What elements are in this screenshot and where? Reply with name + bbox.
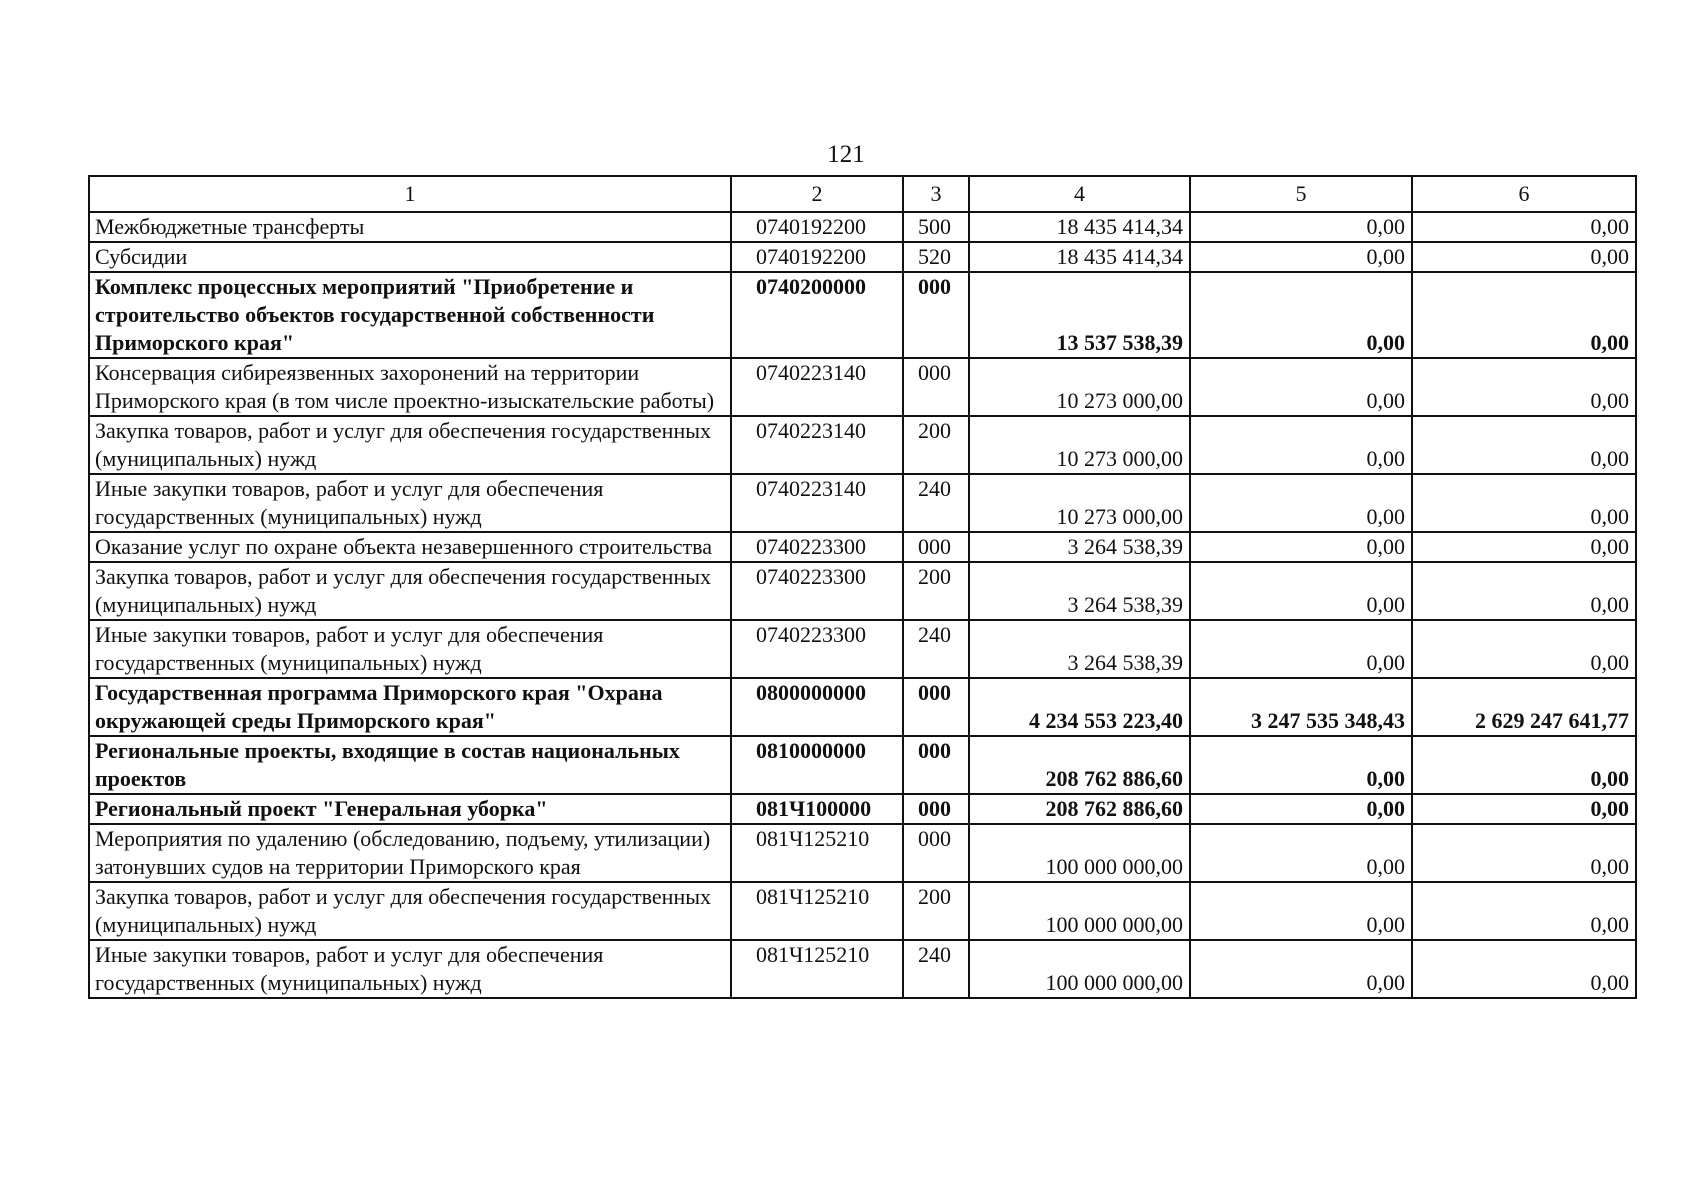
row-name-cell: Межбюджетные трансферты — [89, 212, 731, 242]
row-amount-col6: 0,00 — [1412, 212, 1636, 242]
row-amount-col6: 0,00 — [1412, 532, 1636, 562]
table-row — [89, 562, 1636, 620]
row-amount-col6: 0,00 — [1412, 416, 1636, 474]
column-header-6: 6 — [1412, 176, 1636, 212]
row-code-cell: 0740192200 — [731, 242, 903, 272]
row-kind-cell: 500 — [903, 212, 969, 242]
row-amount-col5: 0,00 — [1190, 272, 1412, 358]
row-name-cell: Государственная программа Приморского края "Охрана окружающей среды Приморского края" — [89, 678, 731, 736]
row-amount-col4: 3 264 538,39 — [969, 562, 1190, 620]
row-amount-col5: 0,00 — [1190, 824, 1412, 882]
row-amount-col6: 0,00 — [1412, 358, 1636, 416]
row-amount-col6: 2 629 247 641,77 — [1412, 678, 1636, 736]
page-number: 121 — [827, 141, 865, 168]
row-name-cell: Оказание услуг по охране объекта незавершенного строительства — [89, 532, 731, 562]
column-header-5: 5 — [1190, 176, 1412, 212]
row-name-cell: Иные закупки товаров, работ и услуг для обеспечения государственных (муниципальных) нужд — [89, 620, 731, 678]
row-name-cell: Иные закупки товаров, работ и услуг для обеспечения государственных (муниципальных) нужд — [89, 474, 731, 532]
row-amount-col5: 0,00 — [1190, 532, 1412, 562]
row-kind-cell: 000 — [903, 678, 969, 736]
row-kind-cell: 000 — [903, 824, 969, 882]
table-row — [89, 416, 1636, 474]
table-row — [89, 532, 1636, 562]
row-amount-col6: 0,00 — [1412, 794, 1636, 824]
table-row — [89, 678, 1636, 736]
row-amount-col4: 18 435 414,34 — [969, 212, 1190, 242]
row-kind-cell: 240 — [903, 474, 969, 532]
table-row — [89, 272, 1636, 358]
row-code-cell: 0740223140 — [731, 358, 903, 416]
row-kind-cell: 000 — [903, 272, 969, 358]
row-amount-col5: 0,00 — [1190, 416, 1412, 474]
row-amount-col4: 13 537 538,39 — [969, 272, 1190, 358]
row-amount-col5: 0,00 — [1190, 242, 1412, 272]
row-amount-col6: 0,00 — [1412, 882, 1636, 940]
table-row — [89, 620, 1636, 678]
table-row — [89, 212, 1636, 242]
row-name-cell: Комплекс процессных мероприятий "Приобретение и строительство объектов государственной собственности Приморского края" — [89, 272, 731, 358]
row-name-cell: Закупка товаров, работ и услуг для обеспечения государственных (муниципальных) нужд — [89, 562, 731, 620]
row-kind-cell: 000 — [903, 532, 969, 562]
row-code-cell: 0740192200 — [731, 212, 903, 242]
column-header-1: 1 — [89, 176, 731, 212]
row-amount-col4: 18 435 414,34 — [969, 242, 1190, 272]
row-kind-cell: 200 — [903, 416, 969, 474]
row-amount-col5: 0,00 — [1190, 358, 1412, 416]
table-row — [89, 824, 1636, 882]
row-name-cell: Закупка товаров, работ и услуг для обеспечения государственных (муниципальных) нужд — [89, 416, 731, 474]
row-kind-cell: 240 — [903, 620, 969, 678]
row-code-cell: 0740223300 — [731, 532, 903, 562]
row-amount-col6: 0,00 — [1412, 474, 1636, 532]
table-row — [89, 736, 1636, 794]
row-amount-col5: 0,00 — [1190, 620, 1412, 678]
row-amount-col4: 4 234 553 223,40 — [969, 678, 1190, 736]
row-kind-cell: 200 — [903, 562, 969, 620]
row-name-cell: Иные закупки товаров, работ и услуг для обеспечения государственных (муниципальных) нужд — [89, 940, 731, 998]
row-name-cell: Консервация сибиреязвенных захоронений на территории Приморского края (в том числе проектно-изыскательские работы) — [89, 358, 731, 416]
row-amount-col5: 0,00 — [1190, 562, 1412, 620]
row-kind-cell: 240 — [903, 940, 969, 998]
row-amount-col6: 0,00 — [1412, 272, 1636, 358]
row-amount-col6: 0,00 — [1412, 242, 1636, 272]
row-code-cell: 081Ч125210 — [731, 824, 903, 882]
row-amount-col5: 0,00 — [1190, 794, 1412, 824]
row-amount-col5: 0,00 — [1190, 474, 1412, 532]
row-amount-col4: 10 273 000,00 — [969, 416, 1190, 474]
column-header-3: 3 — [903, 176, 969, 212]
row-amount-col4: 3 264 538,39 — [969, 532, 1190, 562]
row-name-cell: Региональный проект "Генеральная уборка" — [89, 794, 731, 824]
table-header-row — [89, 176, 1636, 212]
row-amount-col4: 100 000 000,00 — [969, 882, 1190, 940]
row-amount-col5: 0,00 — [1190, 940, 1412, 998]
column-header-4: 4 — [969, 176, 1190, 212]
row-amount-col6: 0,00 — [1412, 736, 1636, 794]
row-amount-col4: 3 264 538,39 — [969, 620, 1190, 678]
row-kind-cell: 000 — [903, 358, 969, 416]
row-kind-cell: 000 — [903, 794, 969, 824]
row-code-cell: 0740223300 — [731, 620, 903, 678]
row-amount-col5: 0,00 — [1190, 212, 1412, 242]
row-amount-col5: 0,00 — [1190, 882, 1412, 940]
row-amount-col6: 0,00 — [1412, 940, 1636, 998]
row-code-cell: 081Ч100000 — [731, 794, 903, 824]
row-amount-col6: 0,00 — [1412, 824, 1636, 882]
budget-table-body — [89, 176, 1636, 998]
table-row — [89, 882, 1636, 940]
table-row — [89, 474, 1636, 532]
table-row — [89, 794, 1636, 824]
row-amount-col4: 10 273 000,00 — [969, 474, 1190, 532]
row-amount-col5: 3 247 535 348,43 — [1190, 678, 1412, 736]
row-amount-col4: 100 000 000,00 — [969, 940, 1190, 998]
table-row — [89, 242, 1636, 272]
table-row — [89, 358, 1636, 416]
row-amount-col4: 208 762 886,60 — [969, 736, 1190, 794]
row-code-cell: 0800000000 — [731, 678, 903, 736]
row-name-cell: Региональные проекты, входящие в состав национальных проектов — [89, 736, 731, 794]
row-amount-col4: 10 273 000,00 — [969, 358, 1190, 416]
row-amount-col4: 208 762 886,60 — [969, 794, 1190, 824]
row-amount-col6: 0,00 — [1412, 620, 1636, 678]
row-code-cell: 081Ч125210 — [731, 882, 903, 940]
row-code-cell: 0740223300 — [731, 562, 903, 620]
row-amount-col4: 100 000 000,00 — [969, 824, 1190, 882]
budget-table — [88, 175, 1637, 999]
row-kind-cell: 200 — [903, 882, 969, 940]
table-row — [89, 940, 1636, 998]
row-code-cell: 0810000000 — [731, 736, 903, 794]
row-name-cell: Субсидии — [89, 242, 731, 272]
row-code-cell: 0740223140 — [731, 416, 903, 474]
row-name-cell: Закупка товаров, работ и услуг для обеспечения государственных (муниципальных) нужд — [89, 882, 731, 940]
row-kind-cell: 520 — [903, 242, 969, 272]
row-code-cell: 0740200000 — [731, 272, 903, 358]
row-amount-col5: 0,00 — [1190, 736, 1412, 794]
row-code-cell: 0740223140 — [731, 474, 903, 532]
row-name-cell: Мероприятия по удалению (обследованию, подъему, утилизации) затонувших судов на территории Приморского края — [89, 824, 731, 882]
row-code-cell: 081Ч125210 — [731, 940, 903, 998]
row-amount-col6: 0,00 — [1412, 562, 1636, 620]
row-kind-cell: 000 — [903, 736, 969, 794]
column-header-2: 2 — [731, 176, 903, 212]
